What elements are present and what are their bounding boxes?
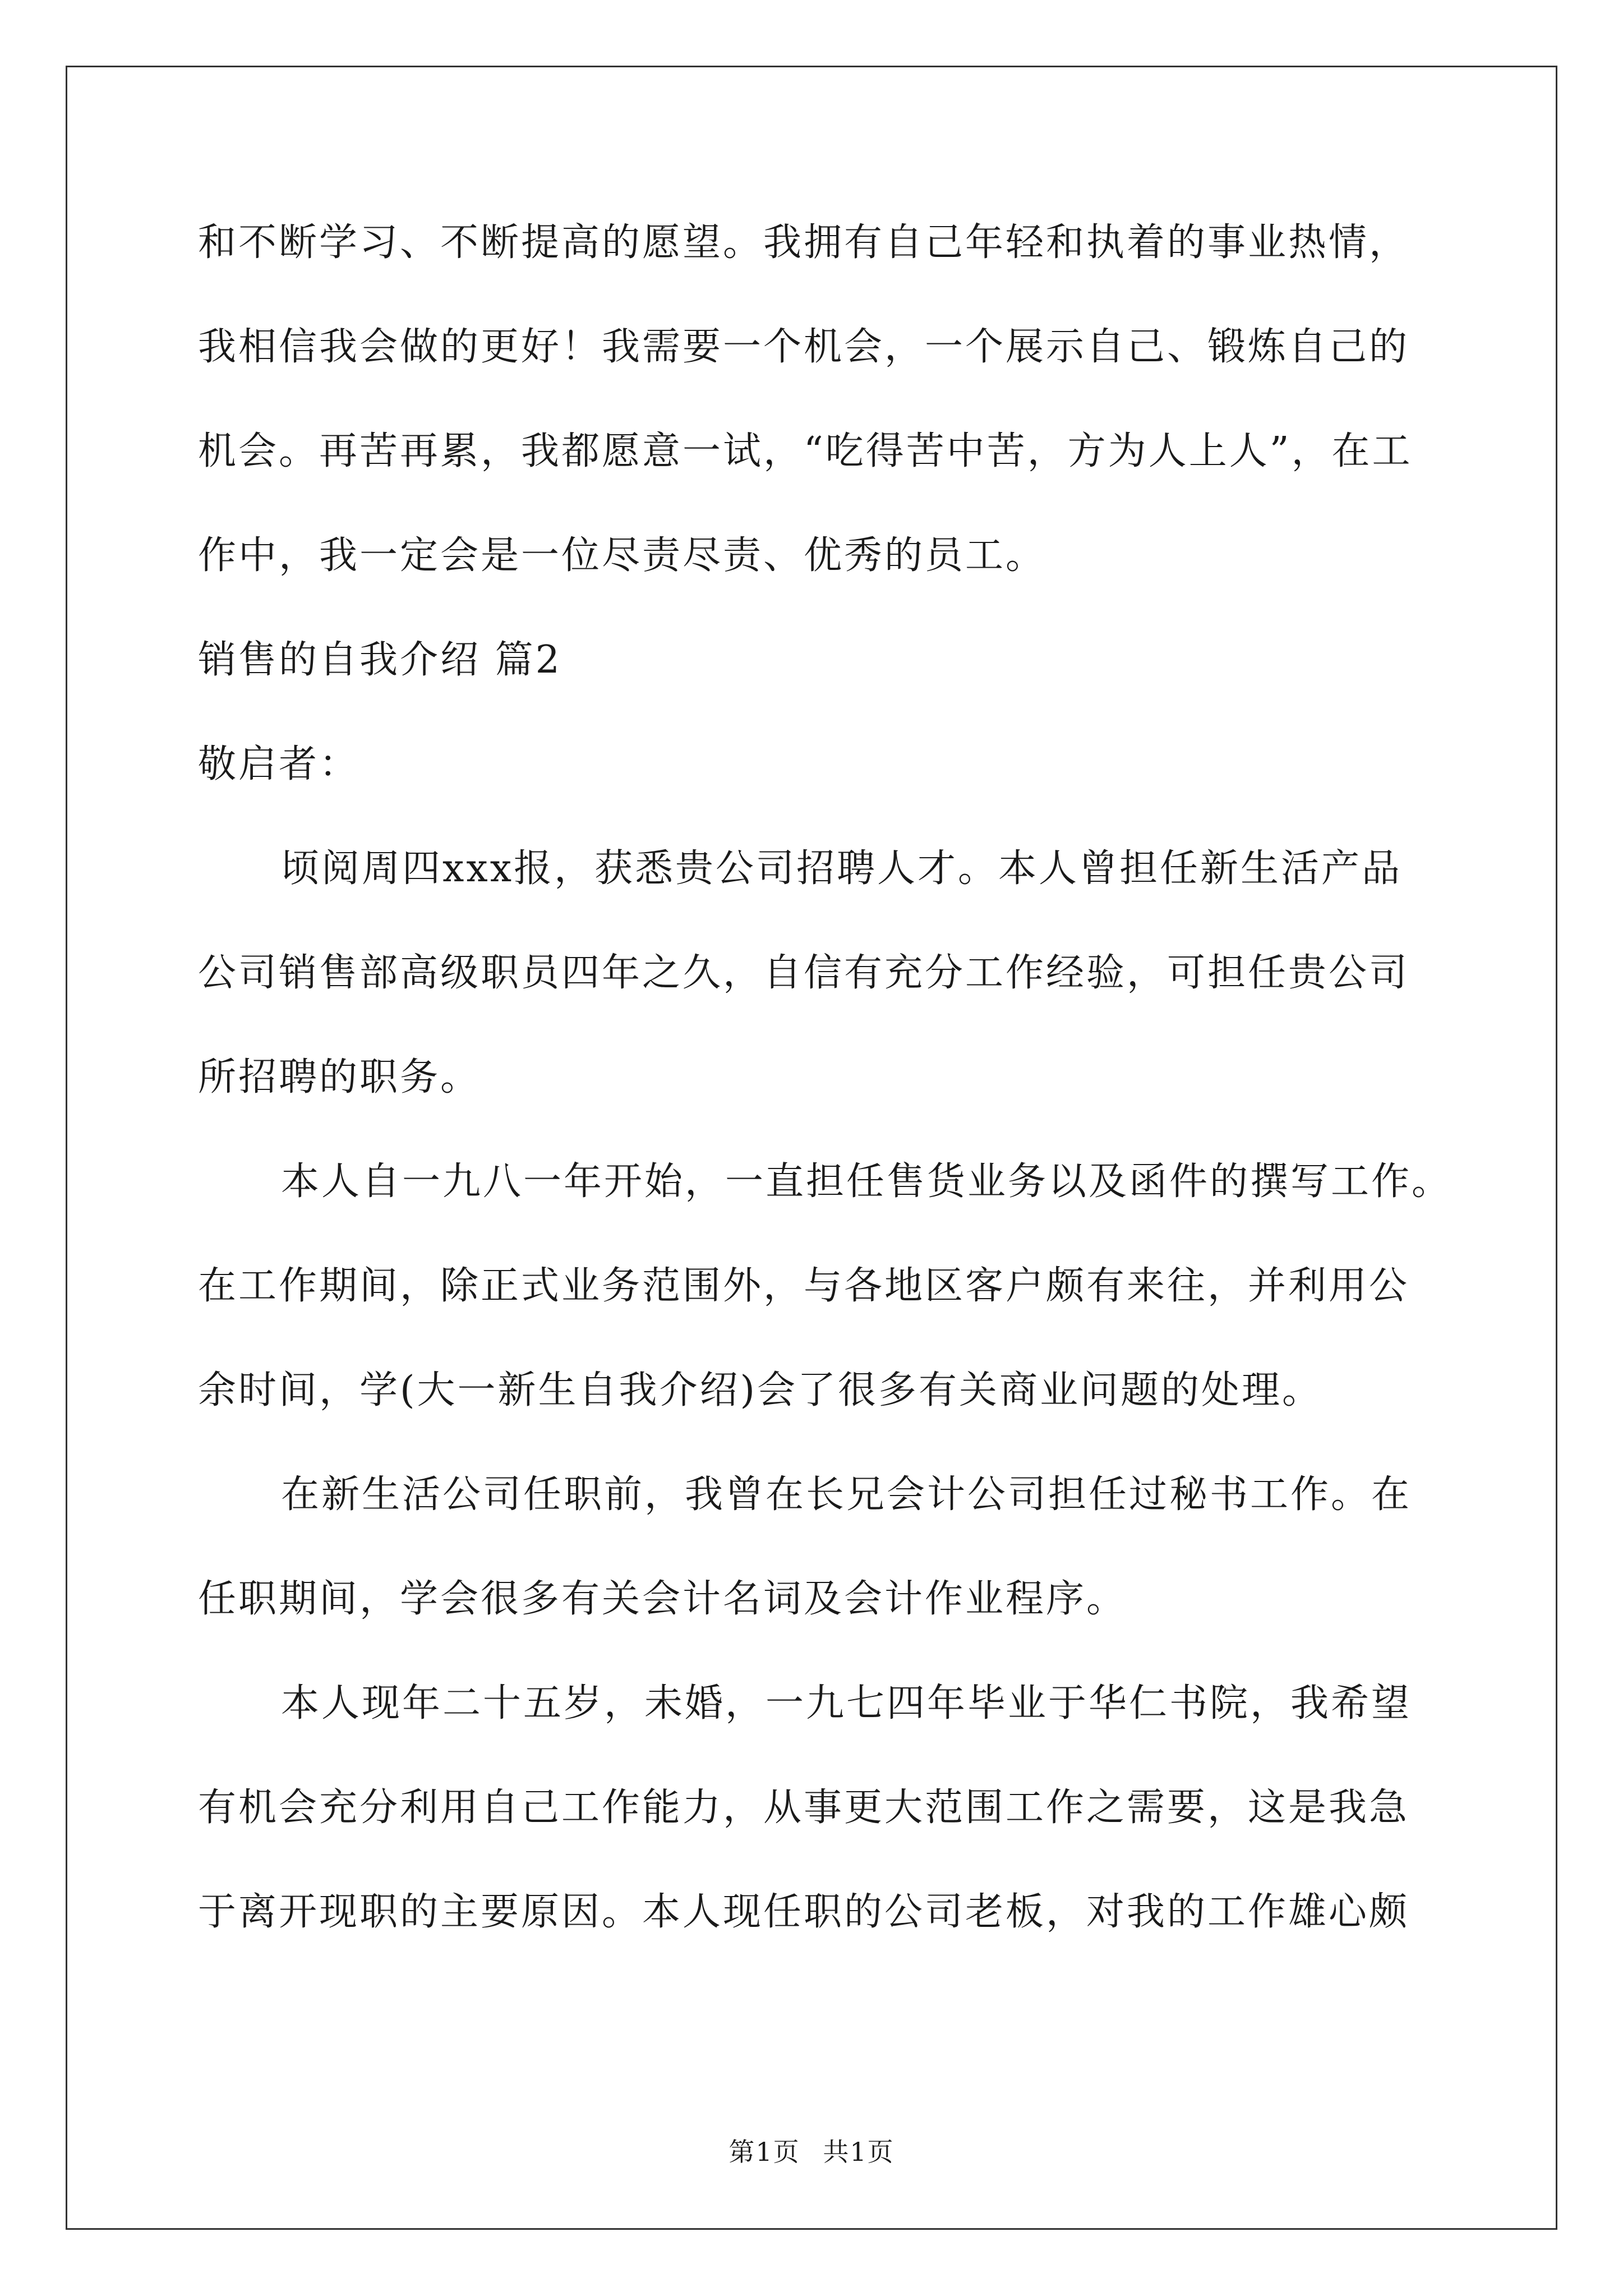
text-line: 机会。再苦再累，我都愿意一试，“吃得苦中苦，方为人上人”，在工	[198, 429, 1413, 473]
text-line: 顷阅周四xxx报，获悉贵公司招聘人才。本人曾担任新生活产品	[281, 846, 1403, 891]
text-line: 我相信我会做的更好！我需要一个机会，一个展示自己、锻炼自己的	[198, 325, 1410, 369]
text-line: 作中，我一定会是一位尽责尽责、优秀的员工。	[198, 533, 1046, 578]
text-line: 所招聘的职务。	[198, 1055, 481, 1099]
text-line: 销售的自我介绍 篇2	[198, 638, 562, 682]
text-line: 在工作期间，除正式业务范围外，与各地区客户颇有来往，并利用公	[198, 1264, 1410, 1308]
text-line: 本人自一九八一年开始，一直担任售货业务以及函件的撰写工作。	[281, 1159, 1453, 1204]
text-line: 和不断学习、不断提高的愿望。我拥有自己年轻和执着的事业热情，	[198, 220, 1410, 265]
text-line: 敬启者：	[198, 742, 360, 786]
text-line: 公司销售部高级职员四年之久，自信有充分工作经验，可担任贵公司	[198, 951, 1410, 995]
text-line: 有机会充分利用自己工作能力，从事更大范围工作之需要，这是我急	[198, 1786, 1410, 1830]
text-line: 于离开现职的主要原因。本人现任职的公司老板，对我的工作雄心颇	[198, 1890, 1410, 1934]
text-line: 任职期间，学会很多有关会计名词及会计作业程序。	[198, 1577, 1127, 1621]
text-line: 本人现年二十五岁，未婚，一九七四年毕业于华仁书院，我希望	[281, 1681, 1412, 1726]
text-line: 在新生活公司任职前，我曾在长兄会计公司担任过秘书工作。在	[281, 1473, 1412, 1517]
page-footer	[0, 2132, 1623, 2169]
page-number-current: 第1页	[728, 2137, 800, 2167]
document-body	[198, 191, 1453, 1964]
text-line: 余时间，学(大一新生自我介绍)会了很多有关商业问题的处理。	[198, 1368, 1323, 1412]
page-number-total: 共1页	[823, 2137, 895, 2167]
